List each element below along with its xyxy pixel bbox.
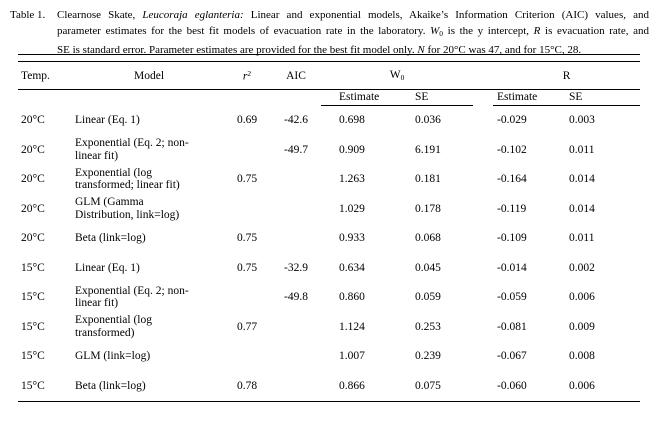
- cell-gap: [473, 342, 493, 372]
- cell-r-se: 0.003: [569, 114, 595, 127]
- cell-aic: [271, 371, 321, 401]
- caption-plain-text: parameter estimates for the best fit models of evacuation rate in the laboratory.: [57, 25, 431, 37]
- cell-w0-se: 0.045: [415, 261, 441, 274]
- cell-w0-estimate: 1.029: [339, 202, 365, 215]
- cell-r-squared: 0.77: [236, 320, 258, 333]
- cell-r-se: 0.014: [569, 202, 595, 215]
- cell-r-estimate: -0.102: [497, 143, 527, 156]
- header-r-group: R: [493, 63, 640, 90]
- subheader-empty: [271, 89, 321, 105]
- caption-plain-text: is the y intercept,: [443, 25, 534, 37]
- caption-plain-text: for 20°C was 47, and for 15°C, 28.: [424, 44, 582, 56]
- cell-model: Exponential (log transformed; linear fit): [75, 166, 180, 192]
- cell-temp: 15°C: [18, 371, 75, 401]
- subheader-r-estimate: Estimate: [493, 89, 563, 105]
- cell-temp: 20°C: [21, 173, 45, 186]
- cell-gap: [473, 253, 493, 283]
- table-row: [18, 342, 640, 372]
- table-row: [18, 224, 640, 254]
- cell-gap: [473, 135, 493, 165]
- cell-temp: 20°C: [21, 114, 45, 126]
- caption-plain-text: Linear and exponential models, Akaike’s Information Criterion (AIC) values, and: [243, 9, 649, 21]
- caption-plain-text: Clearnose Skate,: [57, 9, 143, 21]
- header-gap: [473, 63, 493, 90]
- caption-line: [57, 23, 649, 42]
- table-row: [18, 194, 640, 224]
- cell-r-estimate: -0.060: [493, 371, 563, 401]
- cell-w0-estimate: 0.909: [339, 143, 365, 156]
- subheader-row: [18, 89, 640, 105]
- cell-temp: 20°C: [21, 232, 45, 245]
- cell-r-se: 0.011: [569, 232, 595, 245]
- cell-r-squared: 0.69: [236, 114, 258, 126]
- cell-aic: [271, 194, 321, 224]
- cell-model: Beta (link=log): [75, 371, 223, 401]
- cell-r-estimate: -0.164: [497, 173, 527, 186]
- cell-r-se: 0.002: [569, 261, 595, 274]
- header-model: Model: [75, 63, 223, 90]
- caption-label: Table 1.: [10, 9, 46, 21]
- table-row: [18, 135, 640, 165]
- cell-r-estimate: -0.014: [497, 261, 527, 274]
- table-row: [18, 253, 640, 283]
- cell-gap: [473, 224, 493, 254]
- cell-r-squared: [223, 283, 271, 313]
- subheader-gap: [473, 89, 493, 105]
- caption-plain-text: SE is standard error. Parameter estimates are provided for the best fit model only.: [57, 44, 418, 56]
- cell-gap: [473, 312, 493, 342]
- cell-r-se: 0.014: [569, 173, 595, 186]
- cell-r-squared: 0.75: [236, 261, 258, 274]
- cell-w0-estimate: 1.124: [339, 320, 365, 333]
- cell-temp: 20°C: [21, 143, 45, 156]
- cell-model: GLM (Gamma Distribution, link=log): [75, 196, 180, 221]
- subheader-w0-se: SE: [397, 89, 473, 105]
- caption-italic-text: W: [430, 25, 440, 37]
- cell-r-squared: 0.75: [236, 232, 258, 245]
- cell-temp: 15°C: [21, 350, 45, 363]
- table-caption: [10, 7, 649, 58]
- header-r-squared: $r^2$: [223, 63, 271, 90]
- cell-r-squared: [223, 194, 271, 224]
- caption-plain-text: is evacuation rate, and: [540, 25, 649, 37]
- cell-r-estimate: -0.081: [497, 320, 527, 333]
- caption-italic-text: Leucoraja eglanteria:: [142, 9, 244, 21]
- subheader-empty: [75, 89, 223, 105]
- cell-r-se: 0.006: [563, 371, 640, 401]
- cell-model: Exponential (Eq. 2; non-linear fit): [75, 284, 189, 310]
- cell-r-squared: [223, 342, 271, 372]
- cell-w0-estimate: 0.866: [321, 371, 397, 401]
- cell-r-squared: 0.78: [223, 371, 271, 401]
- subheader-w0-estimate: Estimate: [321, 89, 397, 105]
- caption-text: [57, 7, 649, 58]
- cell-r-se: 0.006: [569, 291, 595, 304]
- cell-gap: [473, 371, 493, 401]
- cell-model: Exponential (Eq. 2; non-linear fit): [75, 137, 189, 162]
- cell-aic: -42.6: [284, 114, 308, 126]
- cell-aic: -49.8: [284, 291, 308, 304]
- cell-w0-estimate: 0.698: [339, 114, 365, 127]
- cell-w0-estimate: 1.263: [339, 173, 365, 186]
- header-aic: AIC: [271, 63, 321, 90]
- cell-model: Beta (link=log): [75, 232, 146, 244]
- table-row: [18, 105, 640, 135]
- cell-aic: [271, 224, 321, 254]
- subheader-r-se: SE: [563, 89, 640, 105]
- subheader-empty: [223, 89, 271, 105]
- caption-italic-text: R: [533, 25, 541, 37]
- cell-model: Linear (Eq. 1): [75, 113, 140, 126]
- cell-r-estimate: -0.067: [497, 350, 527, 363]
- cell-aic: -32.9: [284, 261, 308, 274]
- cell-aic: -49.7: [284, 143, 308, 156]
- cell-model: Linear (Eq. 1): [75, 261, 140, 274]
- caption-line: [57, 7, 649, 23]
- cell-model: GLM (link=log): [75, 350, 151, 362]
- cell-temp: 20°C: [21, 202, 45, 215]
- cell-gap: [473, 105, 493, 135]
- table-row: [18, 312, 640, 342]
- header-w0-group: $W_0$: [321, 63, 473, 90]
- cell-w0-se: 6.191: [415, 143, 441, 156]
- cell-w0-se: 0.239: [415, 350, 441, 363]
- table-top-double-rule: [18, 54, 640, 62]
- cell-r-se: 0.008: [569, 350, 595, 363]
- cell-w0-se: 0.181: [415, 173, 441, 186]
- table-row: [18, 165, 640, 195]
- cell-r-squared: 0.75: [236, 173, 258, 186]
- header-temp: Temp.: [18, 63, 75, 90]
- cell-r-se: 0.011: [569, 143, 595, 156]
- cell-r-squared: [223, 135, 271, 165]
- cell-r-se: 0.009: [569, 320, 595, 333]
- table-row: [18, 283, 640, 313]
- cell-aic: [271, 165, 321, 195]
- cell-w0-se: 0.059: [415, 291, 441, 304]
- cell-temp: 15°C: [21, 291, 45, 304]
- caption-italic-text: N: [417, 44, 425, 56]
- cell-aic: [271, 342, 321, 372]
- caption-subscript: 0: [439, 29, 444, 38]
- cell-r-estimate: -0.109: [497, 232, 527, 245]
- cell-w0-se: 0.068: [415, 232, 441, 245]
- cell-w0-se: 0.253: [415, 320, 441, 333]
- cell-temp: 15°C: [21, 320, 45, 333]
- cell-w0-estimate: 0.933: [339, 232, 365, 245]
- cell-model: Exponential (log transformed): [75, 314, 152, 339]
- cell-r-estimate: -0.029: [497, 114, 527, 127]
- cell-w0-se: 0.036: [415, 114, 441, 127]
- subheader-empty: [18, 89, 75, 105]
- cell-w0-estimate: 1.007: [339, 350, 365, 363]
- cell-r-estimate: -0.119: [497, 202, 527, 215]
- cell-w0-estimate: 0.634: [339, 261, 365, 274]
- cell-w0-estimate: 0.860: [339, 291, 365, 304]
- cell-r-estimate: -0.059: [497, 291, 527, 304]
- cell-w0-se: 0.178: [415, 202, 441, 215]
- cell-temp: 15°C: [21, 261, 45, 274]
- cell-gap: [473, 194, 493, 224]
- header-row: [18, 63, 640, 90]
- cell-w0-se: 0.075: [397, 371, 473, 401]
- cell-gap: [473, 283, 493, 313]
- table-row: [18, 371, 640, 401]
- table-body: [18, 105, 640, 401]
- results-table: [18, 63, 640, 402]
- cell-gap: [473, 165, 493, 195]
- cell-aic: [271, 312, 321, 342]
